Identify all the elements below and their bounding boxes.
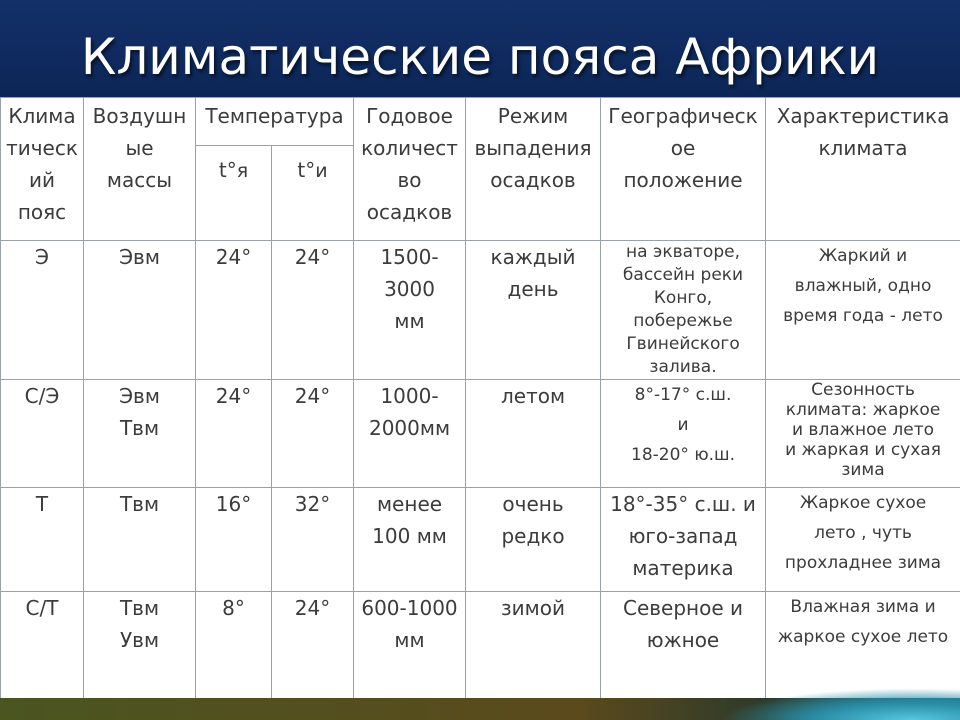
- cell-air-masses: Твм: [84, 488, 196, 592]
- cell-belt: Т: [1, 488, 84, 592]
- cell-t-july: 24°: [272, 592, 354, 702]
- table-row: [1, 488, 960, 592]
- header-t-july: t°и: [272, 146, 354, 241]
- bottom-wave-decoration: [720, 688, 960, 720]
- table-row: [1, 380, 960, 488]
- header-precipitation: Годовое количест во осадков: [354, 98, 466, 241]
- cell-precipitation: 1000- 2000мм: [354, 380, 466, 488]
- cell-geo-position: на экваторе, бассейн реки Конго, побережье Гвинейского залива.: [601, 241, 766, 380]
- cell-geo-position: 8°-17° с.ш. и 18-20° ю.ш.: [601, 380, 766, 488]
- header-belt: Клима тическ ий пояс: [1, 98, 84, 241]
- cell-precip-mode: каждый день: [466, 241, 601, 380]
- cell-precipitation: 1500- 3000 мм: [354, 241, 466, 380]
- climate-belts-table: [0, 97, 960, 702]
- cell-t-july: 24°: [272, 241, 354, 380]
- cell-air-masses: Твм Увм: [84, 592, 196, 702]
- cell-precipitation: 600-1000 мм: [354, 592, 466, 702]
- cell-t-july: 32°: [272, 488, 354, 592]
- header-t-january: t°я: [196, 146, 272, 241]
- cell-geo-position: 18°-35° с.ш. и юго-запад материка: [601, 488, 766, 592]
- cell-t-july: 24°: [272, 380, 354, 488]
- cell-climate-char: Жаркий и влажный, одно время года - лето: [766, 241, 960, 380]
- cell-t-january: 16°: [196, 488, 272, 592]
- cell-climate-char: Влажная зима и жаркое сухое лето: [766, 592, 960, 702]
- cell-precip-mode: летом: [466, 380, 601, 488]
- cell-belt: С/Т: [1, 592, 84, 702]
- cell-t-january: 8°: [196, 592, 272, 702]
- header-geo-position: Географическ ое положение: [601, 98, 766, 241]
- header-air-masses: Воздушн ые массы: [84, 98, 196, 241]
- cell-belt: Э: [1, 241, 84, 380]
- header-row: [1, 98, 960, 146]
- cell-precip-mode: очень редко: [466, 488, 601, 592]
- cell-precip-mode: зимой: [466, 592, 601, 702]
- cell-t-january: 24°: [196, 241, 272, 380]
- cell-precipitation: менее 100 мм: [354, 488, 466, 592]
- table-row: [1, 592, 960, 702]
- cell-t-january: 24°: [196, 380, 272, 488]
- slide-title: Климатические пояса Африки: [80, 28, 880, 86]
- header-climate-char: Характеристика климата: [766, 98, 960, 241]
- cell-belt: С/Э: [1, 380, 84, 488]
- cell-geo-position: Северное и южное: [601, 592, 766, 702]
- cell-air-masses: Эвм: [84, 241, 196, 380]
- cell-air-masses: Эвм Твм: [84, 380, 196, 488]
- cell-climate-char: Сезонность климата: жаркое и влажное лето и жаркая и сухая зима: [766, 380, 960, 488]
- header-temperature: Температура: [196, 98, 354, 146]
- table-row: [1, 241, 960, 380]
- header-precip-mode: Режим выпадения осадков: [466, 98, 601, 241]
- cell-climate-char: Жаркое сухое лето , чуть прохладнее зима: [766, 488, 960, 592]
- title-bar: [0, 0, 960, 97]
